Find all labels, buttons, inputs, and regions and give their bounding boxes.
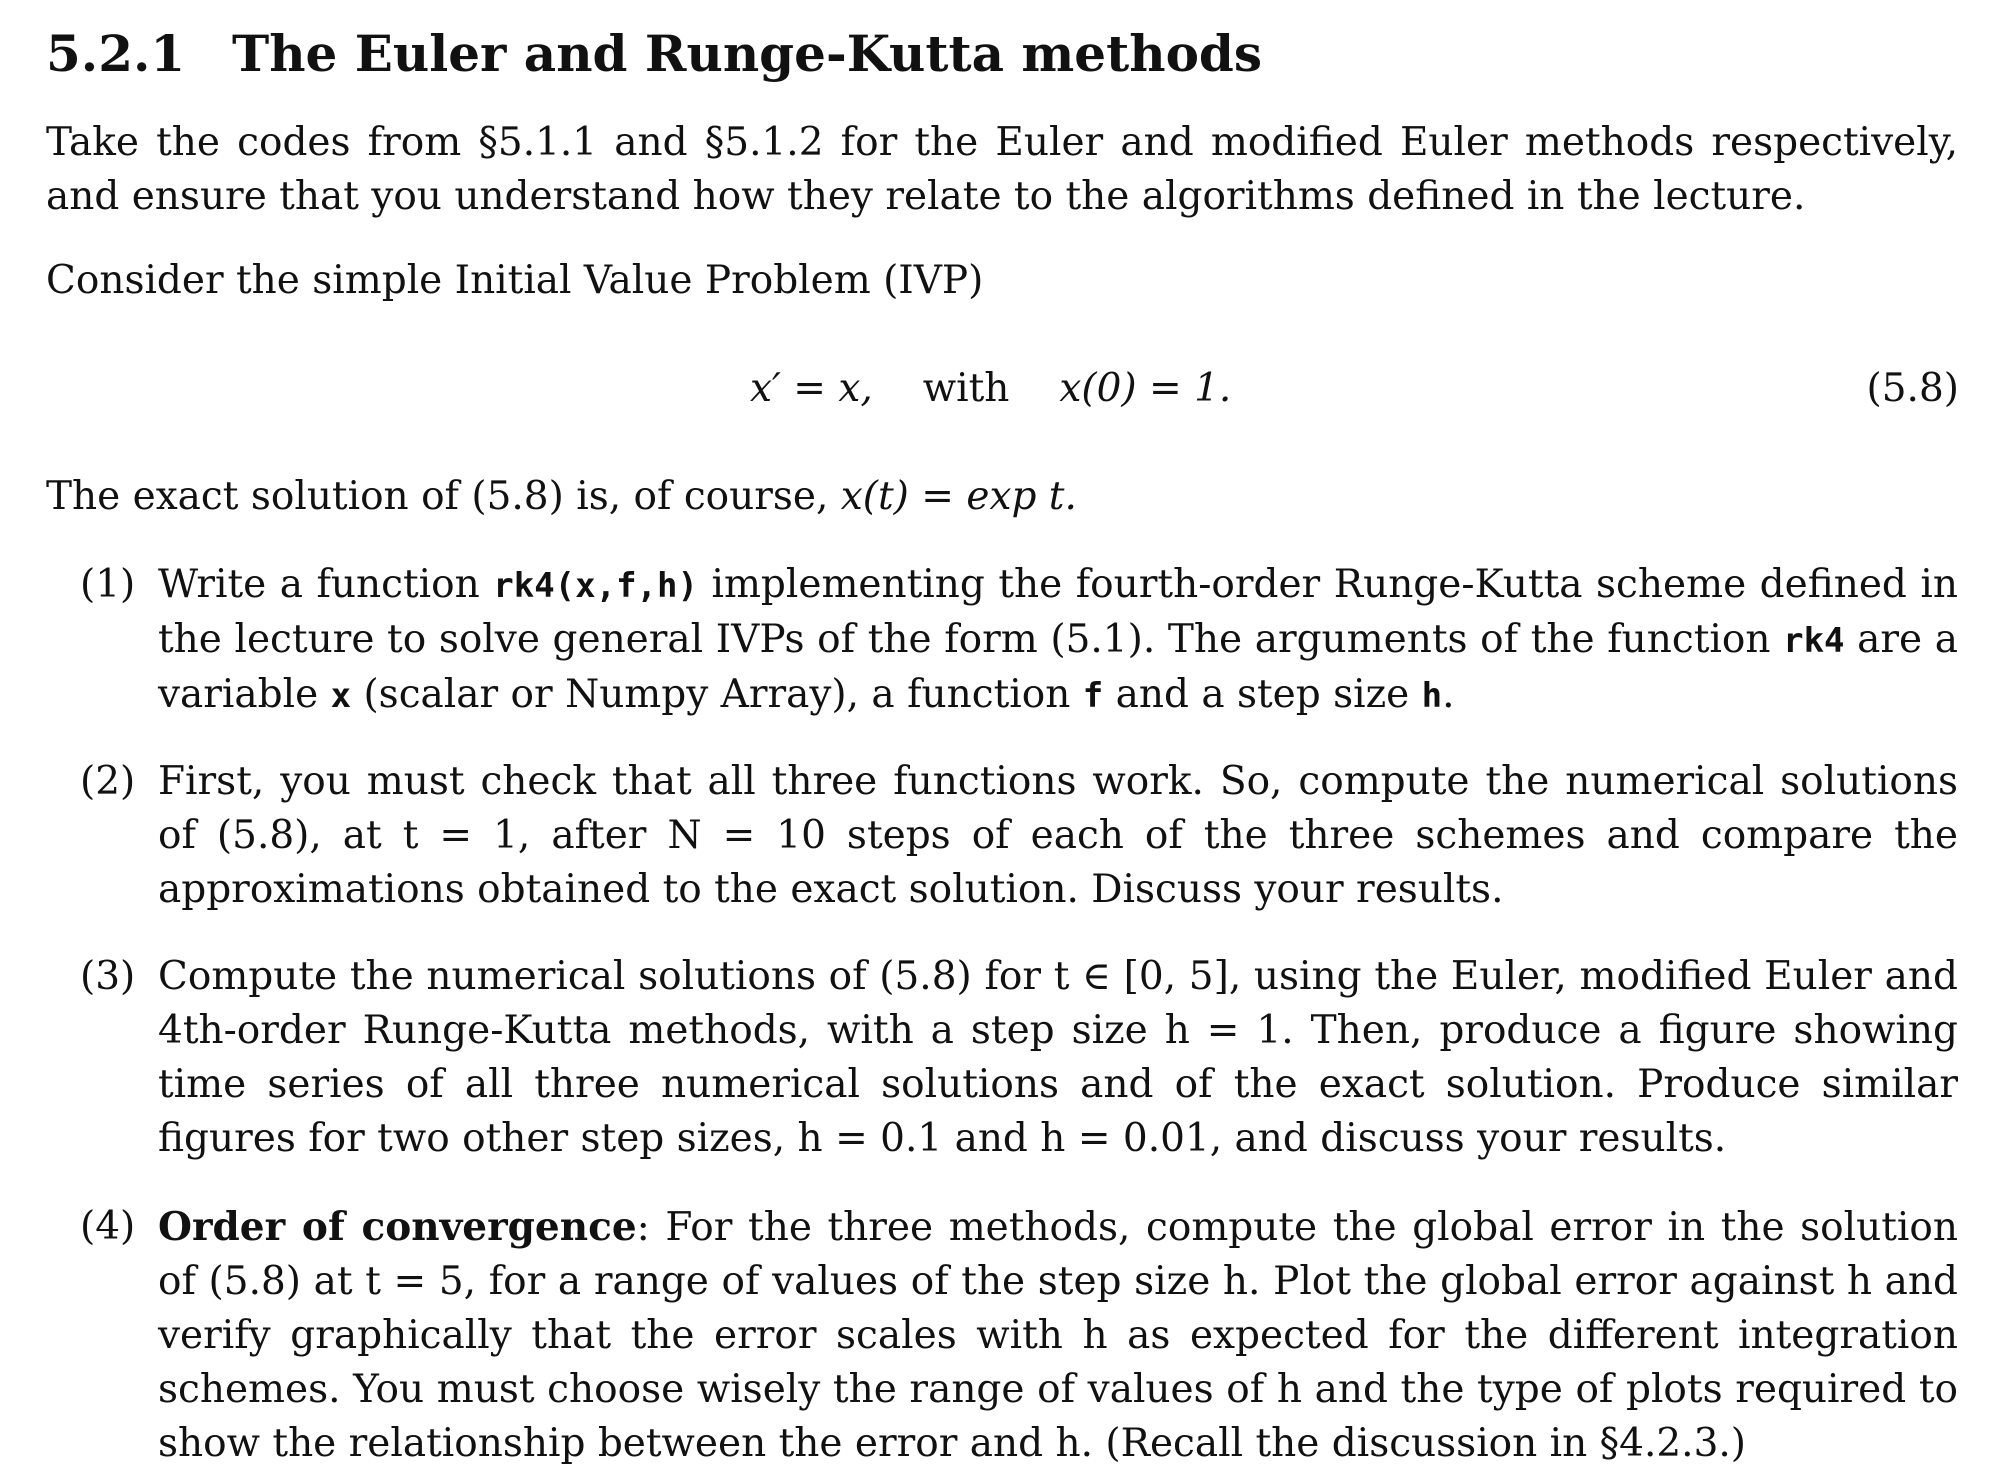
item-text: (scalar or Numpy Array), a function bbox=[351, 672, 1083, 717]
list-item-label: (3) bbox=[80, 954, 136, 999]
equation-number: (5.8) bbox=[1866, 366, 1959, 411]
equation-lhs: x′ = x, bbox=[750, 366, 873, 411]
list-item-body bbox=[158, 558, 1958, 723]
equation-5-8 bbox=[0, 362, 2005, 416]
ivp-intro-paragraph: Consider the simple Initial Value Problem (IVP) bbox=[46, 258, 984, 303]
section-title: The Euler and Runge-Kutta methods bbox=[232, 24, 1263, 83]
code-rk4: rk4 bbox=[1783, 621, 1845, 661]
item-text: Write a function bbox=[158, 562, 494, 607]
item-text: implementing the fourth-order Runge-Kutta scheme defined in the lecture to solve general IVPs of the form (5.1). The arguments of the function bbox=[158, 562, 1958, 662]
order-of-convergence-heading: Order of convergence bbox=[158, 1204, 637, 1250]
code-rk4-signature: rk4(x,f,h) bbox=[493, 566, 698, 606]
exact-solution-paragraph bbox=[46, 470, 1958, 524]
list-item-body: First, you must check that all three functions work. So, compute the numerical solutions of (5.8), at t = 1, after N = 10 steps of each of the three schemes and compare the approximations obtained to the exact solution. Discuss your results. bbox=[158, 759, 1958, 912]
item-text: : For the three methods, compute the global error in the solution of (5.8) at t = 5, for a range of values of the step size h. Plot the global error against h and verify graphically that the error scales with h as expected for the different integration schemes. You must choose wisely the range of values of h and the type of plots required to show the relationship between the error and h. (Recall the discussion in §4.2.3.) bbox=[158, 1205, 1958, 1466]
equation-with: with bbox=[922, 366, 1010, 411]
equation-initial-condition: x(0) = 1. bbox=[1059, 366, 1232, 411]
exact-solution-prefix: The exact solution of (5.8) is, of course, bbox=[46, 474, 841, 519]
section-heading bbox=[46, 18, 1262, 90]
list-item-label: (1) bbox=[80, 562, 136, 607]
list-item-label: (2) bbox=[80, 759, 136, 804]
list-item-label: (4) bbox=[80, 1204, 136, 1249]
equation-body bbox=[750, 362, 1231, 416]
item-text: . bbox=[1442, 672, 1455, 717]
code-h: h bbox=[1421, 676, 1443, 716]
section-number: 5.2.1 bbox=[46, 24, 186, 83]
list-item-body: Compute the numerical solutions of (5.8) for t ∈ [0, 5], using the Euler, modified Euler and 4th-order Runge-Kutta methods, with a step size h = 1. Then, produce a figure showing time series of all three numerical solutions and of the exact solution. Produce similar figures for two other step sizes, h = 0.1 and h = 0.01, and discuss your results. bbox=[158, 954, 1958, 1161]
exact-solution-formula: x(t) = exp t. bbox=[840, 474, 1077, 519]
intro-paragraph: Take the codes from §5.1.1 and §5.1.2 for the Euler and modified Euler methods respectively, and ensure that you understand how they relate to the algorithms defined in the lecture. bbox=[46, 120, 1958, 219]
code-x: x bbox=[330, 676, 352, 716]
item-text: are a variable bbox=[158, 617, 1958, 717]
item-text: and a step size bbox=[1103, 672, 1422, 717]
code-f: f bbox=[1082, 676, 1104, 716]
list-item-body bbox=[158, 1200, 1958, 1471]
